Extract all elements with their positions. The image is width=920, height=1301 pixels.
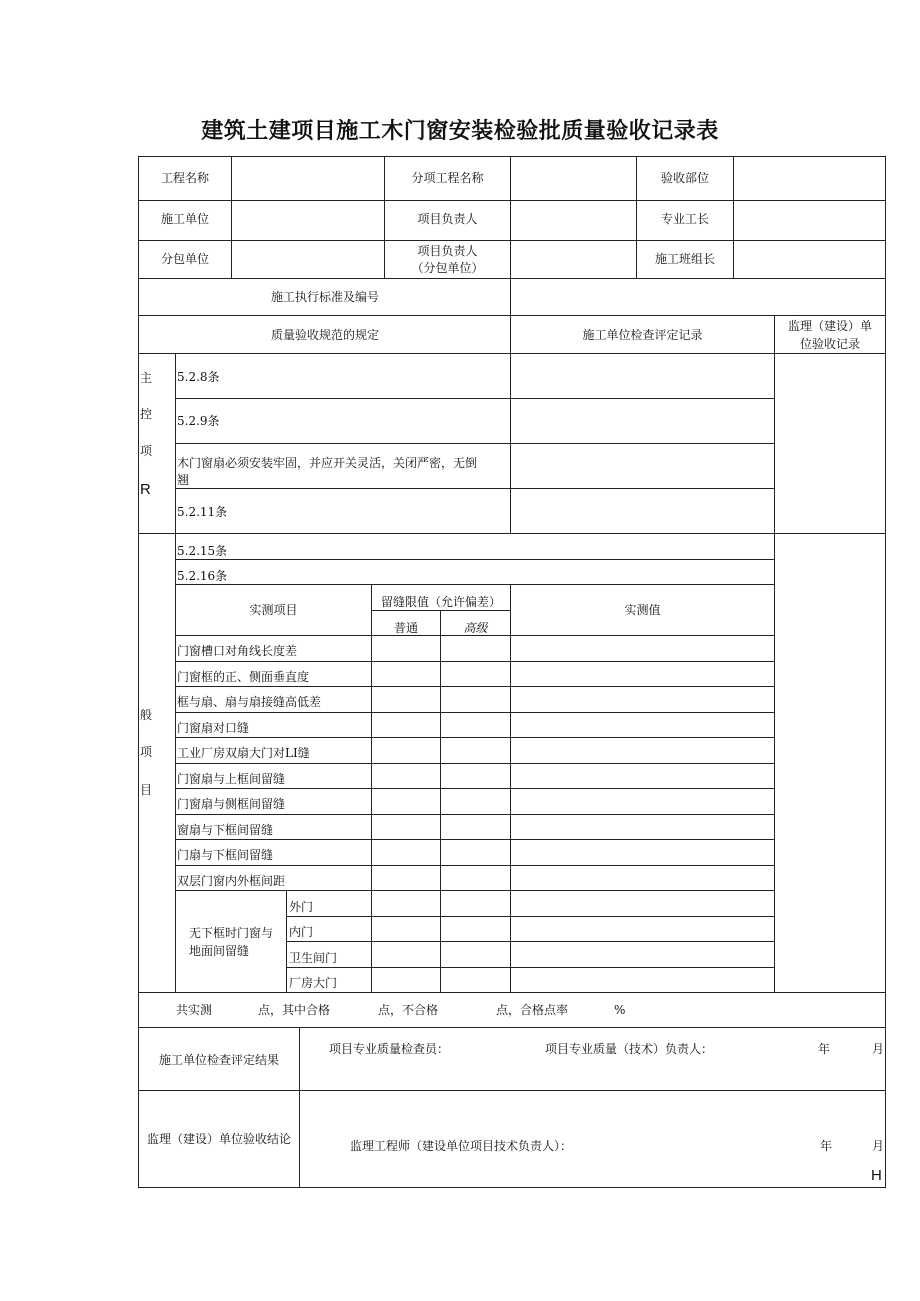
general-row-1: 门窗槽口对角线长度差	[177, 644, 298, 658]
no-frame-label-2: 地面间留缝	[189, 944, 250, 958]
main-label-char-3: 项	[140, 444, 153, 458]
measure-item-header: 实测项目	[249, 603, 298, 617]
general-label-char-1: 般	[140, 708, 153, 722]
construction-result-label: 施工单位检查评定结果	[158, 1053, 279, 1067]
construction-unit-label: 施工单位	[160, 212, 209, 226]
summary-percent: %	[614, 1003, 626, 1017]
no-frame-row-bathroom-door: 卫生间门	[289, 951, 338, 965]
supervising-engineer-label: 监理工程师（建设单位项目技术负责人）：	[350, 1139, 573, 1153]
main-item-3-line-2: 翘	[177, 473, 190, 487]
tech-manager-label: 项目专业质量（技术）负责人：	[545, 1042, 714, 1056]
supervision-label-1: 监理（建设）单	[787, 319, 872, 333]
project-name-label: 工程名称	[160, 171, 209, 185]
quality-inspector-label: 项目专业质量检查员：	[329, 1042, 450, 1056]
general-row-2: 门窗框的正、侧面垂直度	[177, 670, 310, 684]
summary-rate: 点，合格点率	[496, 1003, 569, 1017]
main-item-1: 5.2.8条	[177, 370, 220, 384]
supervision-label-2: 位验收记录	[799, 337, 860, 351]
project-manager-label: 项目负责人	[417, 212, 478, 226]
construction-year-label: 年	[818, 1042, 831, 1056]
main-label-mark: R	[140, 481, 151, 498]
gap-limit-header: 留缝限值（允许偏差）	[380, 595, 501, 609]
acceptance-part-label: 验收部位	[660, 171, 709, 185]
spec-label: 质量验收规范的规定	[270, 328, 379, 342]
check-record-label: 施工单位检查评定记录	[582, 328, 703, 342]
general-row-4: 门窗扇对口缝	[177, 721, 250, 735]
main-item-2: 5.2.9条	[177, 414, 220, 428]
general-row-10: 双层门窗内外框间距	[177, 874, 286, 888]
sub-manager-label-2: （分包单位）	[411, 261, 484, 275]
general-row-7: 门窗扇与侧框间留缝	[177, 797, 286, 811]
page-title: 建筑土建项目施工木门窗安装检验批质量验收记录表	[201, 119, 719, 144]
general-row-9: 门扇与下框间留缝	[177, 848, 274, 862]
subcontractor-label: 分包单位	[160, 252, 209, 266]
summary-total: 共实测	[176, 1003, 213, 1017]
summary-fail: 点，不合格	[378, 1003, 439, 1017]
sub-project-name-label: 分项工程名称	[411, 171, 484, 185]
corner-mark: H	[871, 1167, 882, 1184]
general-row-5: 工业厂房双扇大门对LI缝	[177, 746, 310, 760]
sub-manager-label-1: 项目负责人	[417, 244, 478, 258]
general-clause-1: 5.2.15条	[177, 544, 228, 558]
general-clause-2: 5.2.16条	[177, 569, 228, 583]
supervision-year-label: 年	[820, 1139, 833, 1153]
general-label-char-3: 目	[140, 783, 153, 797]
team-leader-label: 施工班组长	[654, 252, 715, 266]
main-label-char-1: 主	[140, 371, 153, 385]
no-frame-row-factory-door: 厂房大门	[289, 976, 338, 990]
summary-pass: 点，其中合格	[258, 1003, 331, 1017]
foreman-label: 专业工长	[660, 212, 709, 226]
general-row-8: 窗扇与下框间留缝	[177, 823, 274, 837]
general-row-3: 框与扇、扇与扇接缝高低差	[177, 695, 322, 709]
no-frame-row-outer-door: 外门	[289, 900, 314, 914]
no-frame-row-inner-door: 内门	[289, 925, 314, 939]
advanced-header: 高级	[463, 621, 488, 635]
general-label-char-2: 项	[140, 745, 153, 759]
supervision-result-label: 监理（建设）单位验收结论	[146, 1132, 291, 1146]
construction-month-label: 月	[872, 1042, 885, 1056]
main-item-4: 5.2.11条	[177, 505, 228, 519]
supervision-month-label: 月	[872, 1139, 885, 1153]
no-frame-label-1: 无下框时门窗与	[188, 926, 273, 940]
general-row-6: 门窗扇与上框间留缝	[177, 772, 286, 786]
normal-header: 普通	[393, 621, 418, 635]
measured-value-header: 实测值	[624, 603, 661, 617]
main-item-3-line-1: 木门窗扇必须安装牢固，并应开关灵活，关闭严密，无倒	[177, 456, 478, 470]
standard-label: 施工执行标准及编号	[270, 290, 379, 304]
main-label-char-2: 控	[140, 407, 153, 421]
